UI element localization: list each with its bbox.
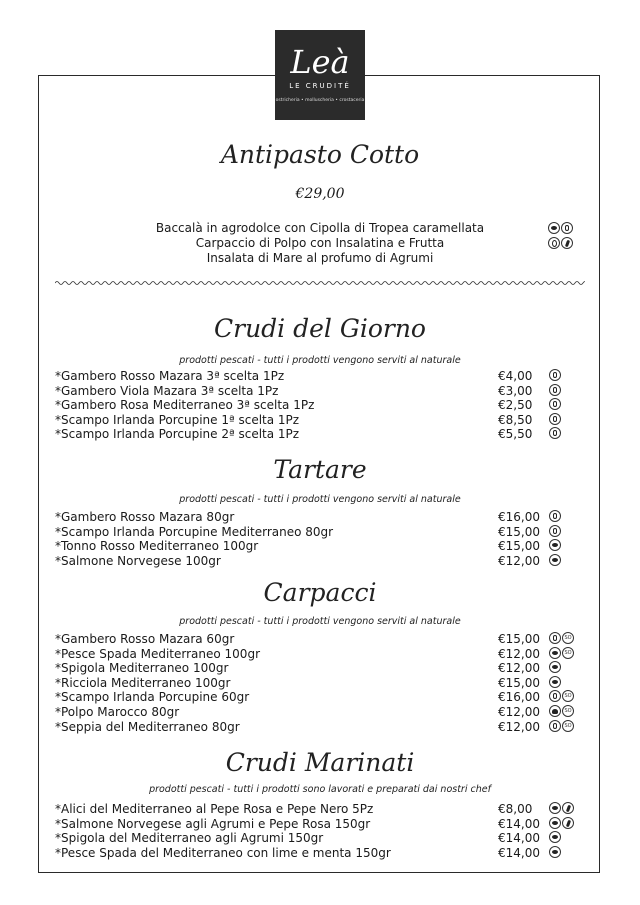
fish-icon: [549, 554, 561, 566]
fish-icon: [549, 647, 561, 659]
menu-item-name: *Spigola del Mediterraneo agli Agrumi 150gr: [55, 831, 324, 846]
soy-icon: SO: [562, 690, 574, 702]
menu-item-price: €4,00: [498, 369, 533, 383]
fish-icon: [548, 222, 560, 234]
wave-divider: [55, 279, 585, 287]
menu-item-icons: [549, 384, 561, 396]
fish-icon: [549, 802, 561, 814]
carpacci-note: prodotti pescati - tutti i prodotti vengono serviti al naturale: [179, 616, 461, 627]
menu-item-price: €12,00: [498, 553, 540, 568]
menu-item-icons: [549, 831, 561, 843]
menu-item: [55, 369, 595, 384]
shrimp-icon: [549, 369, 561, 381]
menu-item-name: *Gambero Viola Mazara 3ª scelta 1Pz: [55, 383, 279, 398]
menu-item-price: €8,50: [498, 412, 533, 427]
menu-item-name: *Scampo Irlanda Porcupine Mediterraneo 80gr: [55, 524, 334, 539]
menu-item-price: €3,00: [498, 383, 533, 398]
lemon-icon: [561, 237, 573, 249]
menu-item-name: *Gambero Rosa Mediterraneo 3ª scelta 1Pz: [55, 398, 315, 413]
menu-item-price: €12,00: [498, 646, 540, 661]
menu-item-icons: [549, 705, 574, 717]
menu-item: [55, 690, 595, 705]
fish-icon: [549, 817, 561, 829]
menu-item-name: *Scampo Irlanda Porcupine 2ª scelta 1Pz: [55, 427, 300, 442]
shrimp-icon: [561, 222, 573, 234]
menu-item: [55, 384, 595, 399]
menu-item-name: *Scampo Irlanda Porcupine 1ª scelta 1Pz: [55, 412, 300, 427]
lemon-icon: [562, 802, 574, 814]
menu-item-icons: [549, 690, 574, 702]
menu-item: [55, 676, 595, 691]
menu-item-icons: [549, 720, 574, 732]
menu-item-icons: [549, 661, 561, 673]
soy-icon: SO: [562, 632, 574, 644]
menu-item-price: €2,50: [498, 398, 533, 413]
menu-item-icons: [549, 647, 574, 659]
shrimp-icon: [549, 384, 561, 396]
menu-item-price: €12,00: [498, 705, 540, 719]
menu-item-icons: [549, 398, 561, 410]
menu-item: [55, 705, 595, 720]
menu-item-icons: [549, 846, 561, 858]
menu-item-price: €15,00: [498, 539, 540, 554]
menu-item-name: *Ricciola Mediterraneo 100gr: [55, 675, 231, 690]
menu-item-icons: [549, 413, 561, 425]
crudi-title: Crudi del Giorno: [214, 314, 426, 343]
antipasto-line: Carpaccio di Polpo con Insalatina e Frutta: [195, 236, 445, 250]
shrimp-icon: [549, 720, 561, 732]
menu-item-price: €15,00: [498, 675, 540, 690]
menu-item-icons: [549, 554, 561, 566]
menu-item-price: €14,00: [498, 845, 540, 860]
shrimp-icon: [549, 398, 561, 410]
menu-item-name: *Gambero Rosso Mazara 3ª scelta 1Pz: [55, 369, 285, 383]
menu-item-name: *Gambero Rosso Mazara 60gr: [55, 632, 235, 646]
soy-icon: SO: [562, 705, 574, 717]
shell-icon: [549, 705, 561, 717]
antipasto-line: Baccalà in agrodolce con Cipolla di Tropea caramellata: [155, 221, 485, 235]
menu-item-icons: [549, 539, 561, 551]
logo-tagline: ostricheria • molluscheria • crostaceria: [275, 98, 365, 103]
menu-item: [55, 398, 595, 413]
menu-item-price: €12,00: [498, 661, 540, 676]
antipasto-title: Antipasto Cotto: [220, 140, 420, 169]
antipasto-price: €29,00: [295, 186, 345, 202]
menu-item: [55, 632, 595, 647]
menu-item: [55, 817, 595, 832]
fish-icon: [549, 831, 561, 843]
shrimp-icon: [549, 510, 561, 522]
menu-item: [55, 846, 595, 861]
menu-item-icons: [549, 632, 574, 644]
antipasto-line: Insalata di Mare al profumo di Agrumi: [206, 251, 434, 265]
menu-item: [55, 554, 595, 569]
menu-item-name: *Tonno Rosso Mediterraneo 100gr: [55, 539, 259, 554]
menu-item: [55, 510, 595, 525]
logo: [275, 30, 365, 120]
menu-item-price: €15,00: [498, 524, 540, 539]
marinati-note: prodotti pescati - tutti i prodotti sono lavorati e preparati dai nostri chef: [149, 784, 491, 795]
crudi-note: prodotti pescati - tutti i prodotti vengono serviti al naturale: [179, 355, 461, 366]
menu-item-name: *Pesce Spada del Mediterraneo con lime e menta 150gr: [55, 845, 391, 860]
menu-item-icons: [549, 525, 561, 537]
shrimp-icon: [549, 427, 561, 439]
menu-item-name: *Gambero Rosso Mazara 80gr: [55, 510, 235, 524]
shrimp-icon: [549, 632, 561, 644]
menu-item-price: €12,00: [498, 719, 540, 734]
menu-item: [55, 427, 595, 442]
menu-item-price: €5,50: [498, 427, 533, 442]
menu-item-icons: [549, 510, 561, 522]
fish-icon: [549, 539, 561, 551]
shell-icon: [548, 237, 560, 249]
tartare-title: Tartare: [273, 455, 367, 484]
menu-item: [55, 720, 595, 735]
soy-icon: SO: [562, 720, 574, 732]
fish-icon: [549, 676, 561, 688]
fish-icon: [549, 661, 561, 673]
antipasto-icons: [548, 222, 573, 234]
menu-item: [55, 413, 595, 428]
menu-item-name: *Spigola Mediterraneo 100gr: [55, 661, 229, 676]
menu-item: [55, 831, 595, 846]
menu-item-price: €16,00: [498, 510, 540, 524]
menu-item-icons: [549, 802, 574, 814]
menu-item-name: *Alici del Mediterraneo al Pepe Rosa e Pepe Nero 5Pz: [55, 802, 374, 816]
shrimp-icon: [549, 525, 561, 537]
menu-item-name: *Scampo Irlanda Porcupine 60gr: [55, 690, 250, 705]
carpacci-title: Carpacci: [263, 578, 377, 607]
menu-item-icons: [549, 427, 561, 439]
soy-icon: SO: [562, 647, 574, 659]
menu-item-price: €15,00: [498, 632, 540, 646]
logo-subtitle: LE CRUDITÉ: [289, 82, 351, 90]
menu-item: [55, 647, 595, 662]
menu-item-price: €14,00: [498, 831, 540, 846]
menu-item: [55, 802, 595, 817]
menu-item: [55, 525, 595, 540]
antipasto-icons: [548, 237, 573, 249]
logo-name: Leà: [290, 43, 350, 81]
menu-item: [55, 539, 595, 554]
tartare-note: prodotti pescati - tutti i prodotti vengono serviti al naturale: [179, 494, 461, 505]
menu-item-name: *Pesce Spada Mediterraneo 100gr: [55, 646, 260, 661]
menu-item-price: €8,00: [498, 802, 533, 816]
menu-item-name: *Polpo Marocco 80gr: [55, 705, 180, 719]
menu-item-icons: [549, 676, 561, 688]
menu-item-icons: [549, 817, 574, 829]
marinati-title: Crudi Marinati: [225, 748, 415, 777]
lemon-icon: [562, 817, 574, 829]
menu-item-price: €14,00: [498, 816, 540, 831]
shrimp-icon: [549, 413, 561, 425]
menu-item-name: *Seppia del Mediterraneo 80gr: [55, 719, 240, 734]
shrimp-icon: [549, 690, 561, 702]
menu-item-name: *Salmone Norvegese 100gr: [55, 553, 221, 568]
menu-item-name: *Salmone Norvegese agli Agrumi e Pepe Rosa 150gr: [55, 816, 371, 831]
menu-item: [55, 661, 595, 676]
menu-item-price: €16,00: [498, 690, 540, 705]
fish-icon: [549, 846, 561, 858]
menu-item-icons: [549, 369, 561, 381]
